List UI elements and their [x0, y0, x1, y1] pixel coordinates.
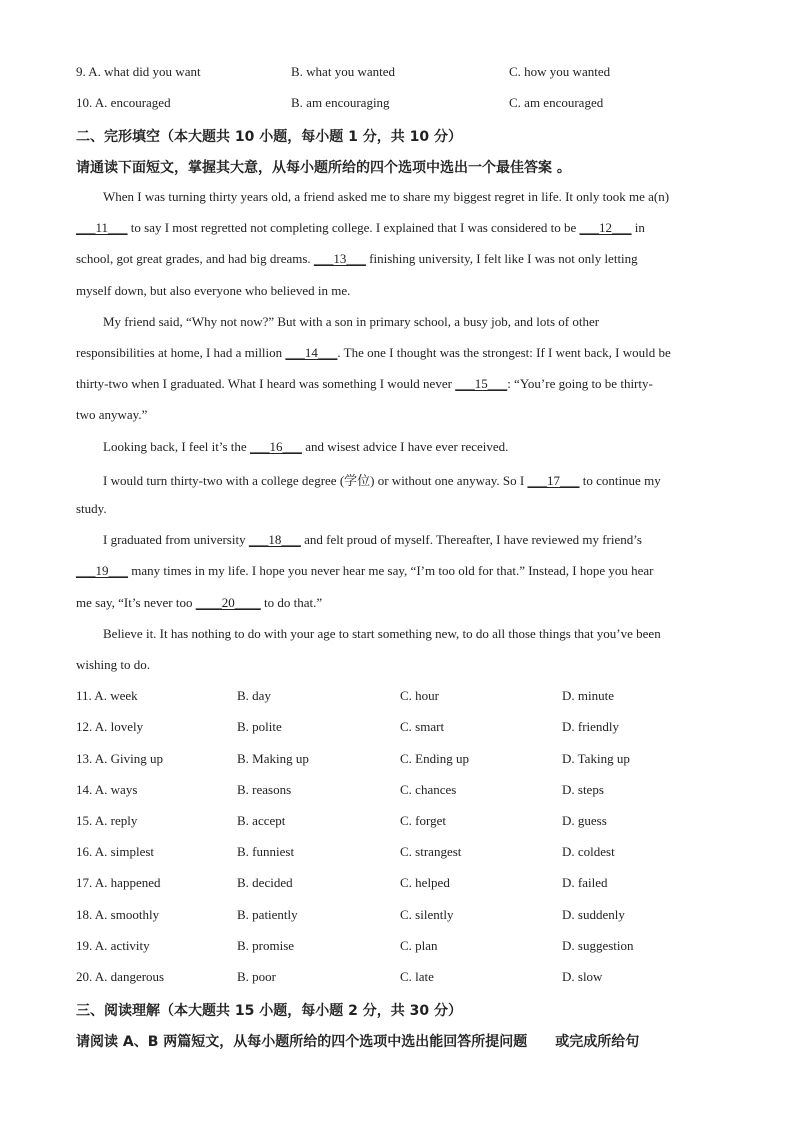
q10-option-c: C. am encouraged: [509, 95, 604, 110]
q18-option-c: C. silently: [400, 907, 454, 922]
q10-option-a: 10. A. encouraged: [76, 95, 171, 110]
q16-option-c: C. strangest: [400, 844, 462, 859]
q9-option-b: B. what you wanted: [291, 64, 395, 79]
q17-option-a: 17. A. happened: [76, 875, 161, 890]
section3-title: 三、阅读理解（本大题共 15 小题，每小题 2 分，共 30 分）: [76, 1003, 462, 1019]
passage-p4-line1: [103, 470, 661, 489]
section2-title: 二、完形填空（本大题共 10 小题，每小题 1 分，共 10 分）: [76, 129, 462, 145]
q19-option-a: 19. A. activity: [76, 938, 150, 953]
text: finishing university, I felt like I was not only letting: [365, 251, 638, 266]
passage-p1-line2: [76, 220, 645, 236]
q12-option-b: B. polite: [237, 719, 282, 734]
blank-15: ___15___: [455, 376, 508, 391]
q13-option-c: C. Ending up: [400, 751, 469, 766]
q15-option-a: 15. A. reply: [76, 813, 138, 828]
text: I graduated from university: [103, 532, 249, 547]
text: many times in my life. I hope you never hear me say, “I’m too old for that.” Instead, I hope you hear: [128, 563, 654, 578]
q15-option-c: C. forget: [400, 813, 446, 828]
text: Looking back, I feel it’s the: [103, 439, 250, 454]
blank-20: ____20____: [195, 595, 261, 610]
blank-16: ___16___: [249, 439, 302, 454]
q19-option-d: D. suggestion: [562, 938, 634, 953]
blank-17: ___17___: [527, 473, 580, 488]
text: school, got great grades, and had big dreams.: [76, 251, 314, 266]
blank-19: ___19___: [76, 563, 128, 578]
q14-option-b: B. reasons: [237, 782, 292, 797]
q11-option-c: C. hour: [400, 688, 439, 703]
text: I would turn thirty-two with a college degree (学位) or without one anyway. So I: [103, 473, 528, 488]
passage-p3-line1: [103, 439, 508, 455]
text: and wisest advice I have ever received.: [301, 439, 509, 454]
passage-p6-line2: wishing to do.: [76, 657, 151, 672]
passage-p2-line4: two anyway.”: [76, 407, 148, 422]
passage-p2-line3: [76, 376, 653, 392]
q16-option-d: D. coldest: [562, 844, 615, 859]
passage-p2-line1: My friend said, “Why not now?” But with a son in primary school, a busy job, and lots of other: [103, 314, 600, 329]
text: to continue my: [579, 473, 661, 488]
q16-option-b: B. funniest: [237, 844, 295, 859]
passage-p1-line3: [76, 251, 638, 267]
passage-p2-line2: [76, 345, 671, 361]
passage-p1-line4: myself down, but also everyone who believed in me.: [76, 283, 351, 298]
q14-option-c: C. chances: [400, 782, 457, 797]
text: responsibilities at home, I had a million: [76, 345, 286, 360]
q20-option-b: B. poor: [237, 969, 276, 984]
text: me say, “It’s never too: [76, 595, 196, 610]
q20-option-d: D. slow: [562, 969, 603, 984]
text: in: [631, 220, 645, 235]
q19-option-b: B. promise: [237, 938, 295, 953]
q12-option-c: C. smart: [400, 719, 445, 734]
blank-12: ___12___: [579, 220, 632, 235]
passage-p5-line1: [103, 532, 642, 548]
q12-option-a: 12. A. lovely: [76, 719, 144, 734]
q20-option-c: C. late: [400, 969, 434, 984]
q13-option-b: B. Making up: [237, 751, 309, 766]
text: . The one I thought was the strongest: If I went back, I would be: [337, 345, 671, 360]
q19-option-c: C. plan: [400, 938, 438, 953]
q17-option-b: B. decided: [237, 875, 293, 890]
passage-p5-line3: [76, 595, 322, 611]
q9-option-c: C. how you wanted: [509, 64, 611, 79]
text: to say I most regretted not completing college. I explained that I was considered to be: [127, 220, 580, 235]
text: to do that.”: [260, 595, 323, 610]
q11-option-b: B. day: [237, 688, 271, 703]
blank-14: ___14___: [285, 345, 338, 360]
passage-p4-line2: study.: [76, 501, 107, 516]
q10-option-b: B. am encouraging: [291, 95, 390, 110]
blank-11: ___11___: [76, 220, 128, 235]
blank-13: ___13___: [313, 251, 366, 266]
q12-option-d: D. friendly: [562, 719, 620, 734]
q20-option-a: 20. A. dangerous: [76, 969, 165, 984]
q18-option-b: B. patiently: [237, 907, 298, 922]
q11-option-a: 11. A. week: [76, 688, 138, 703]
section2-instruction: 请通读下面短文，掌握其大意，从每小题所给的四个选项中选出一个最佳答案 。: [76, 160, 571, 176]
q11-option-d: D. minute: [562, 688, 614, 703]
q18-option-d: D. suddenly: [562, 907, 625, 922]
q15-option-d: D. guess: [562, 813, 607, 828]
q13-option-a: 13. A. Giving up: [76, 751, 164, 766]
section3-instruction: 请阅读 A、B 两篇短文，从每小题所给的四个选项中选出能回答所提问题 或完成所给句: [76, 1034, 640, 1050]
text: : “You’re going to be thirty-: [507, 376, 653, 391]
text: and felt proud of myself. Thereafter, I have reviewed my friend’s: [300, 532, 642, 547]
q18-option-a: 18. A. smoothly: [76, 907, 160, 922]
q13-option-d: D. Taking up: [562, 751, 630, 766]
blank-18: ___18___: [248, 532, 301, 547]
q15-option-b: B. accept: [237, 813, 286, 828]
passage-p1-line1: When I was turning thirty years old, a friend asked me to share my biggest regret in life. It only took me a(n): [103, 189, 670, 204]
q14-option-d: D. steps: [562, 782, 604, 797]
q14-option-a: 14. A. ways: [76, 782, 138, 797]
passage-p6-line1: Believe it. It has nothing to do with your age to start something new, to do all those things that you’ve been: [103, 626, 661, 641]
q17-option-c: C. helped: [400, 875, 450, 890]
q17-option-d: D. failed: [562, 875, 608, 890]
q16-option-a: 16. A. simplest: [76, 844, 155, 859]
passage-p5-line2: [76, 563, 654, 579]
q9-option-a: 9. A. what did you want: [76, 64, 201, 79]
text: thirty-two when I graduated. What I heard was something I would never: [76, 376, 456, 391]
